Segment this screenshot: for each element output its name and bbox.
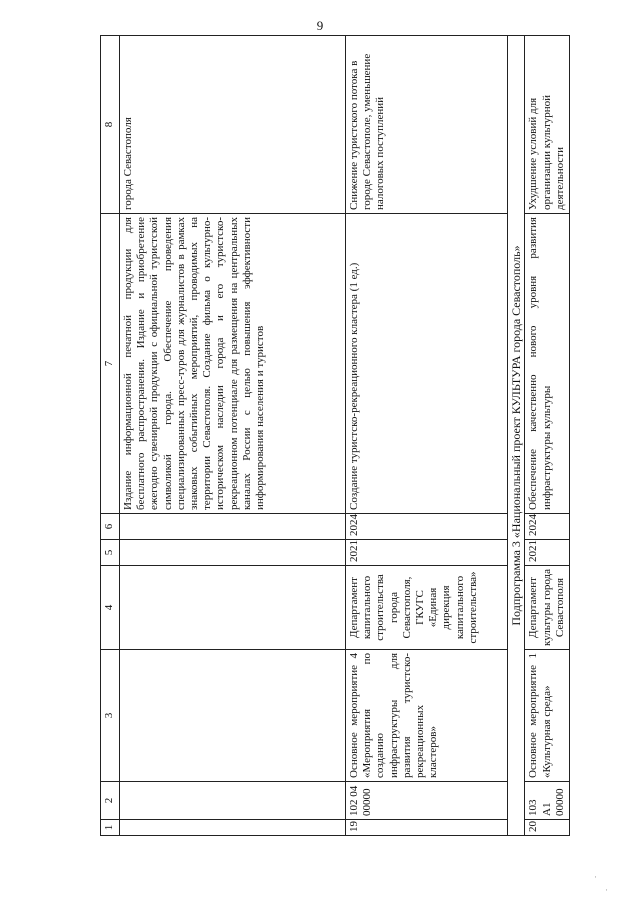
page-number: 9 (316, 18, 324, 33)
row19-executor: Департамент капитального строительства города Севастополя, ГКУГС «Единая дирекция капитального строительства» (346, 566, 508, 650)
program-table (100, 35, 570, 836)
header-col-6: 6 (101, 514, 120, 540)
subprogram-row (508, 36, 525, 836)
row19-num: 19 (346, 820, 508, 836)
subprogram-title: Подпрограмма 3 «Национальный проект КУЛЬТУРА города Севастополь» (508, 36, 525, 836)
header-col-1: 1 (101, 820, 120, 836)
header-col-7: 7 (101, 214, 120, 514)
scan-speck: · (594, 872, 597, 882)
header-col-4: 4 (101, 566, 120, 650)
header-row (101, 36, 120, 836)
header-col-3: 3 (101, 650, 120, 782)
row20-activity: Основное мероприятие 1 «Культурная среда» (525, 650, 570, 782)
row-prev-consequence: города Севастополя (120, 36, 346, 214)
header-col-8: 8 (101, 36, 120, 214)
row-prev-result: Издание информационной печатной продукции для бесплатного распространения. Издание и приобретение ежегодно сувенирной продукции с официальной туристской символикой города. Обеспечение проведения специализированных пресс-туров для журналистов в рамках знаковых событийных мероприятий, проводимых на территории Севастополя. Создание фильма о культурно-историческом наследии города и его туристско-рекреационном потенциале для размещения на центральных каналах России с целью повышения эффективности информирования населения и туристов (120, 214, 346, 514)
row20-num: 20 (525, 820, 570, 836)
header-col-5: 5 (101, 540, 120, 566)
table-row-20 (525, 36, 570, 836)
row19-consequence: Снижение туристского потока в городе Севастополе, уменьшение налоговых поступлений (346, 36, 508, 214)
row19-code: 102 04 00000 (346, 782, 508, 820)
row20-code: 103 A1 00000 (525, 782, 570, 820)
row20-start: 2021 (525, 540, 570, 566)
row19-end: 2024 (346, 514, 508, 540)
table-row-19 (346, 36, 508, 836)
row20-executor: Департамент культуры города Севастополя (525, 566, 570, 650)
row20-consequence: Ухудшение условий для организации культурной деятельности (525, 36, 570, 214)
row19-activity: Основное мероприятие 4 «Мероприятия по созданию инфраструктуры для развития туристско-рекреационных кластеров» (346, 650, 508, 782)
row20-end: 2024 (525, 514, 570, 540)
header-col-2: 2 (101, 782, 120, 820)
row20-result: Обеспечение качественно нового уровня развития инфраструктуры культуры (525, 214, 570, 514)
scan-speck: · (605, 885, 608, 895)
row19-start: 2021 (346, 540, 508, 566)
table-row-previous (120, 36, 346, 836)
rotated-table-container (100, 36, 566, 836)
row19-result: Создание туристско-рекреационного кластера (1 ед.) (346, 214, 508, 514)
